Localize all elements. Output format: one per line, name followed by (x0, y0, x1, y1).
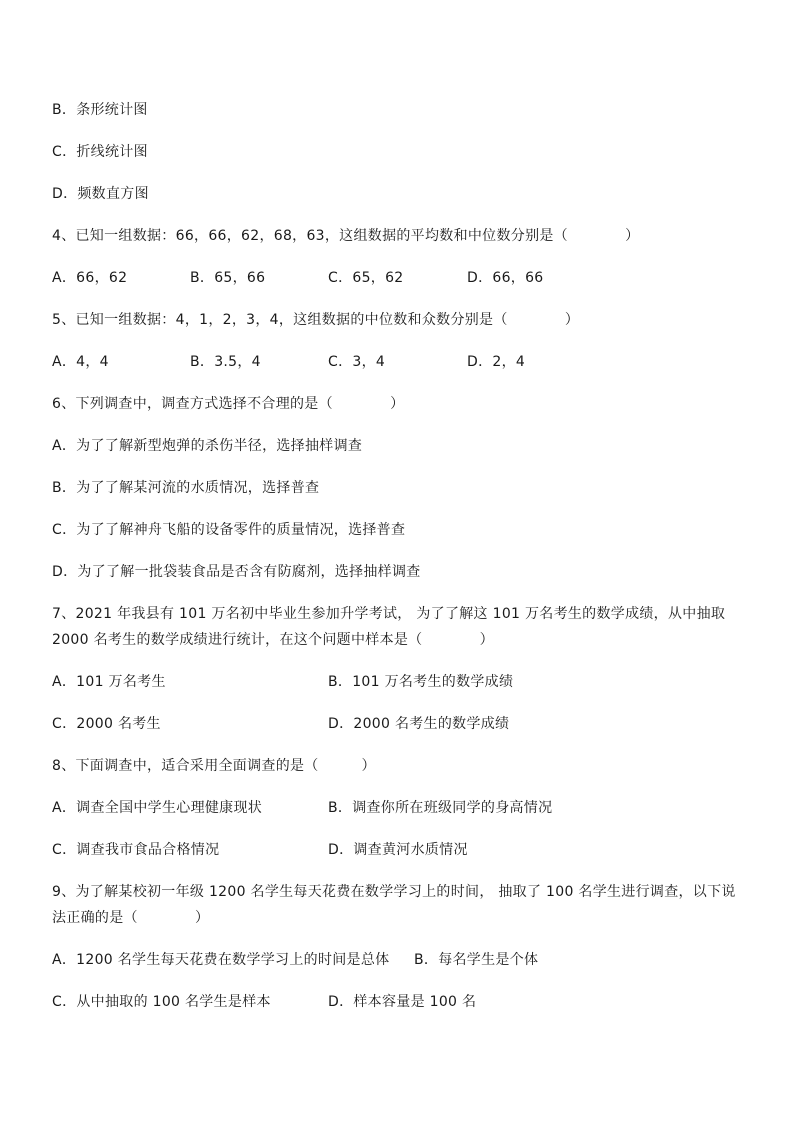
q5-option-b: B．3.5，4 (190, 354, 261, 370)
q3-option-b: B．条形统计图 (52, 102, 148, 118)
q6-option-b: B．为了了解某河流的水质情况，选择普查 (52, 480, 320, 496)
q6-stem: 6、下列调查中，调查方式选择不合理的是（ ） (52, 396, 405, 412)
q4-option-a: A．66，62 (52, 270, 128, 286)
q9-option-c: C．从中抽取的 100 名学生是样本 (52, 994, 271, 1010)
q9-option-b: B．每名学生是个体 (414, 952, 539, 968)
q8-option-c: C．调查我市食品合格情况 (52, 842, 220, 858)
q7-option-b: B．101 万名考生的数学成绩 (328, 674, 514, 690)
q6-option-a: A．为了了解新型炮弹的杀伤半径，选择抽样调查 (52, 438, 363, 454)
q8-option-d: D．调查黄河水质情况 (328, 842, 468, 858)
q5-option-c: C．3，4 (328, 354, 386, 370)
q4-option-b: B．65，66 (190, 270, 266, 286)
q5-stem: 5、已知一组数据：4，1，2，3，4，这组数据的中位数和众数分别是（ ） (52, 312, 580, 328)
q3-option-c: C．折线统计图 (52, 144, 148, 160)
q3-option-d: D．频数直方图 (52, 186, 149, 202)
q9-option-a: A．1200 名学生每天花费在数学学习上的时间是总体 (52, 952, 390, 968)
q9-option-d: D．样本容量是 100 名 (328, 994, 477, 1010)
q8-option-a: A．调查全国中学生心理健康现状 (52, 800, 263, 816)
q6-option-c: C．为了了解神舟飞船的设备零件的质量情况，选择普查 (52, 522, 406, 538)
q4-option-c: C．65，62 (328, 270, 404, 286)
q7-stem: 7、2021 年我县有 101 万名初中毕业生参加升学考试， 为了了解这 101 万名考生的数学成绩，从中抽取 2000 名考生的数学成绩进行统计，在这个问题中样本是（ ） (52, 606, 726, 648)
q8-option-b: B．调查你所在班级同学的身高情况 (328, 800, 553, 816)
q9-stem: 9、为了解某校初一年级 1200 名学生每天花费在数学学习上的时间， 抽取了 100 名学生进行调查，以下说法正确的是（ ） (52, 884, 736, 926)
q5-option-d: D．2，4 (467, 354, 526, 370)
q8-stem: 8、下面调查中，适合采用全面调查的是（ ） (52, 758, 376, 774)
q7-option-c: C．2000 名考生 (52, 716, 161, 732)
q6-option-d: D．为了了解一批袋装食品是否含有防腐剂，选择抽样调查 (52, 564, 421, 580)
q4-stem: 4、已知一组数据：66，66，62，68，63，这组数据的平均数和中位数分别是（ ） (52, 228, 640, 244)
q7-option-a: A．101 万名考生 (52, 674, 166, 690)
q5-option-a: A．4，4 (52, 354, 109, 370)
q7-option-d: D．2000 名考生的数学成绩 (328, 716, 510, 732)
q4-option-d: D．66，66 (467, 270, 544, 286)
